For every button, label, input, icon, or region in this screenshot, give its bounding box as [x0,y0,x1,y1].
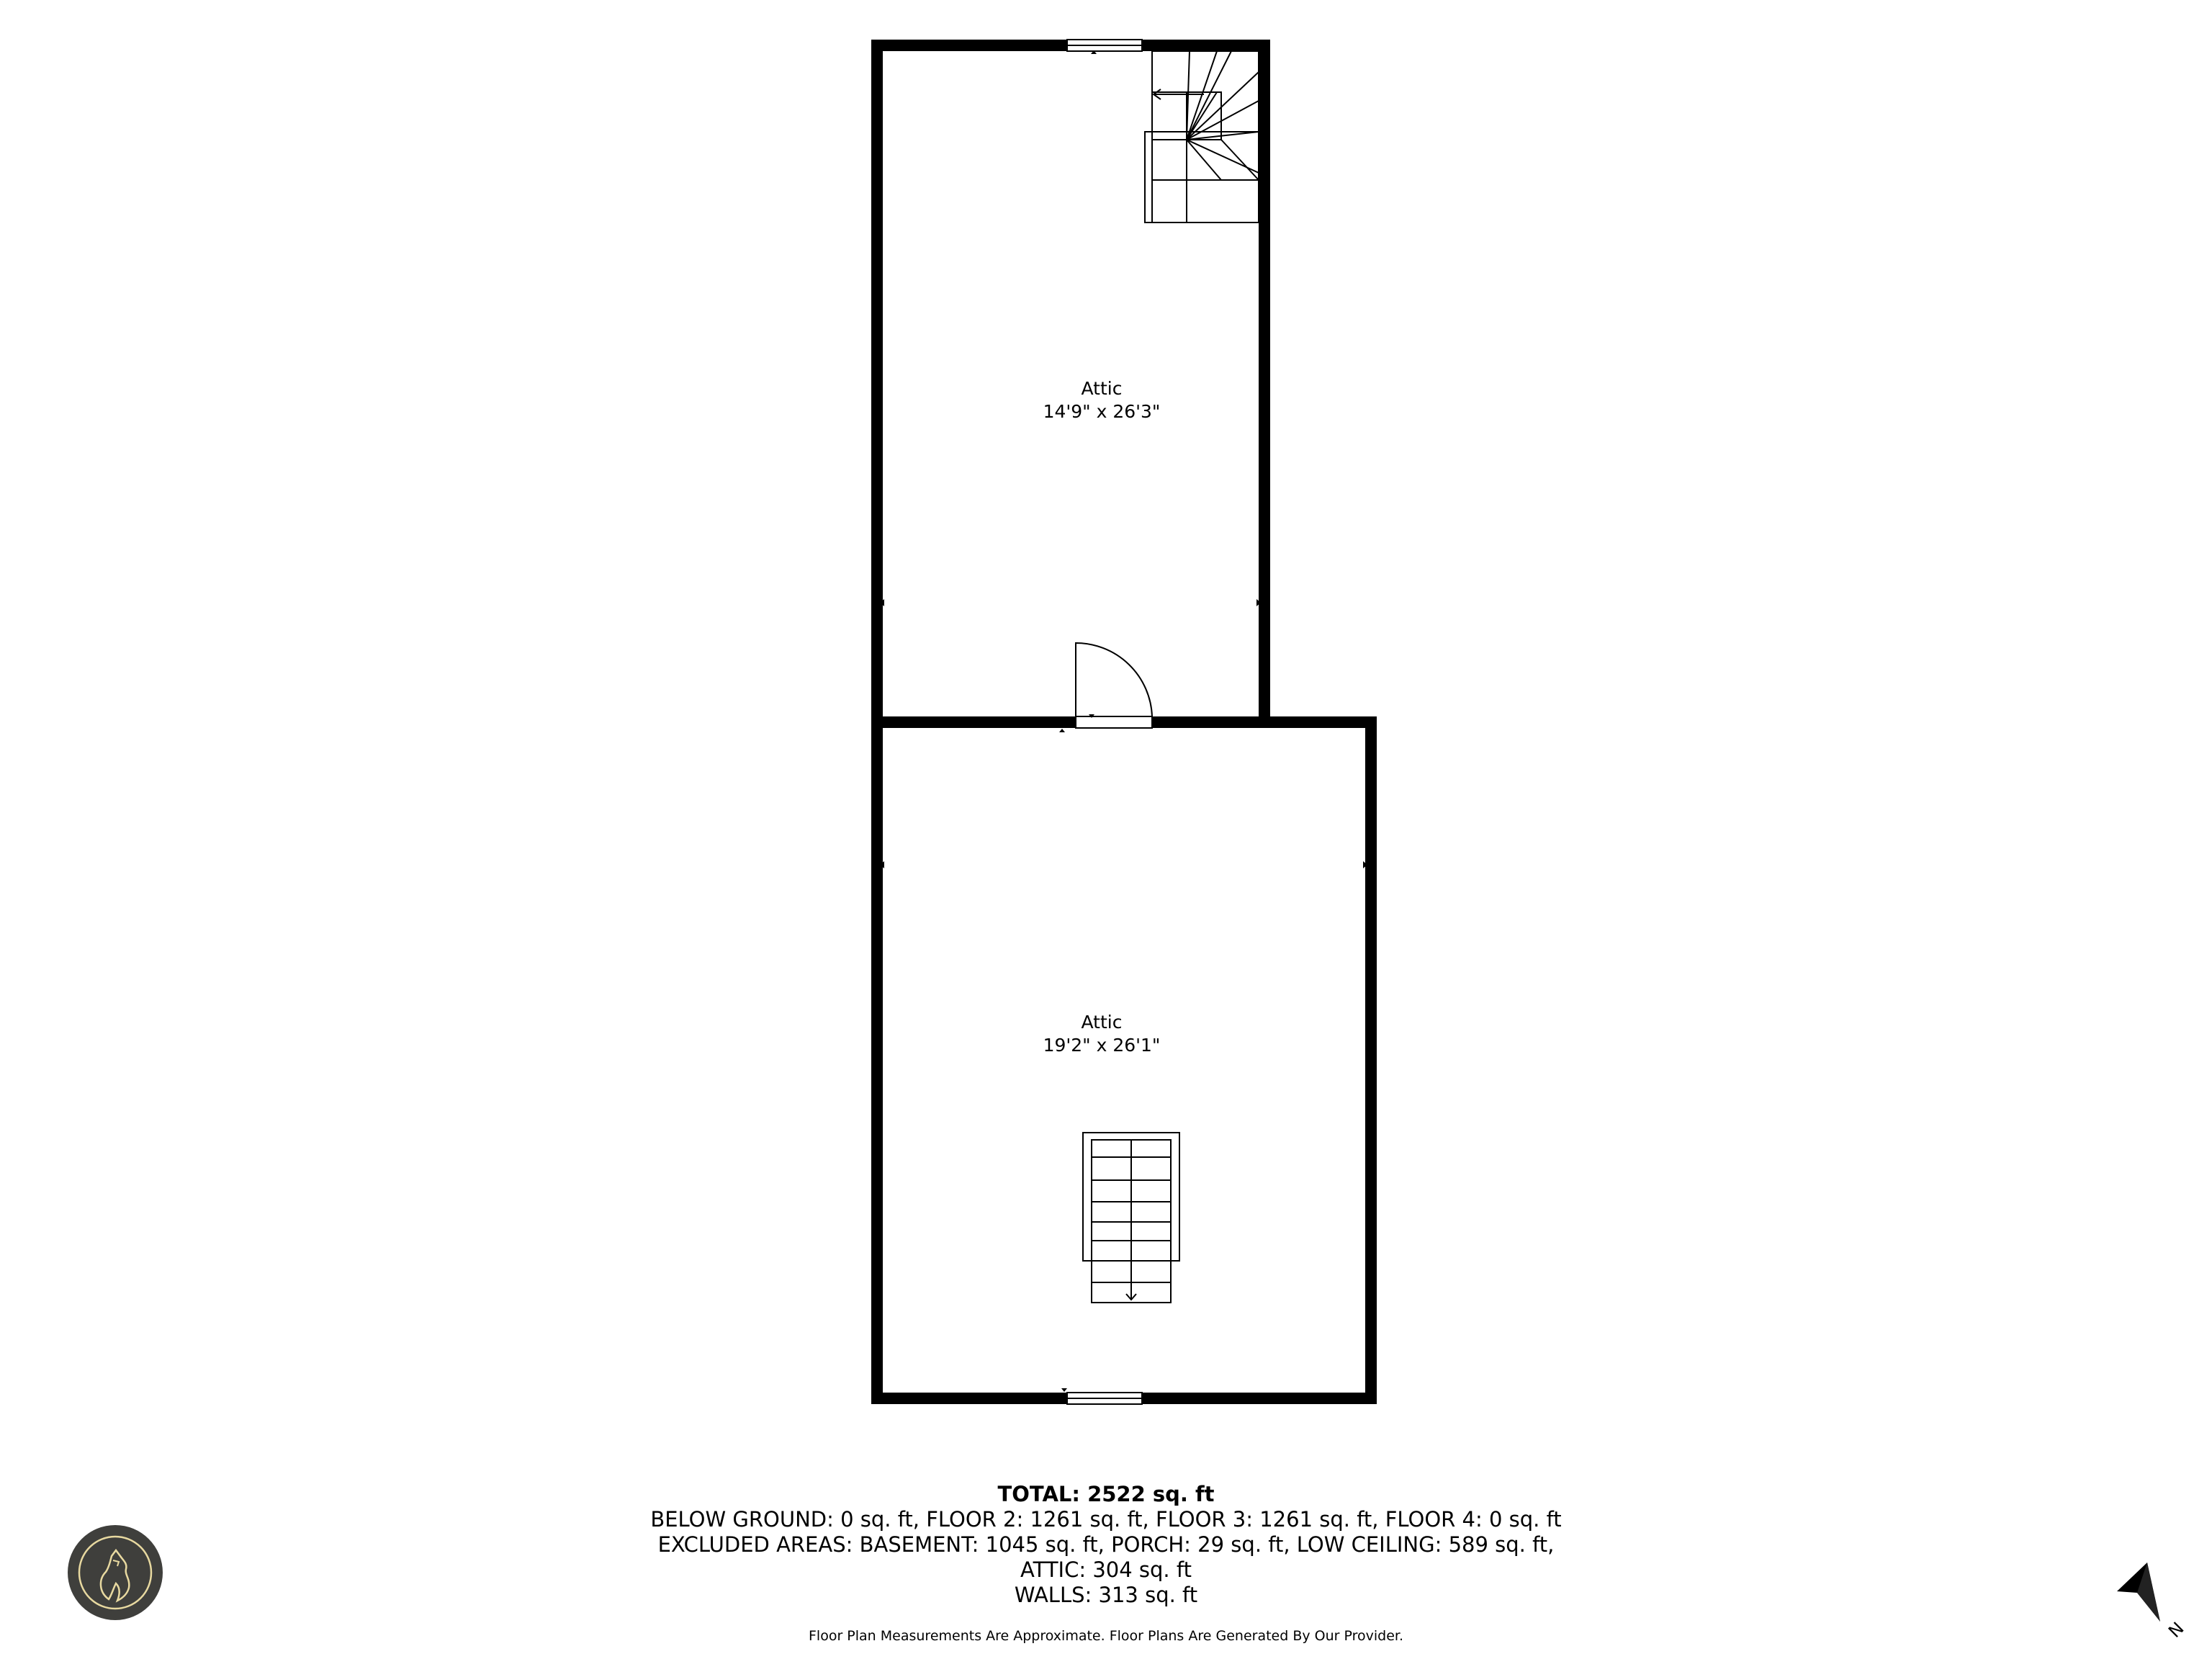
total-area: TOTAL: 2522 sq. ft [997,1482,1215,1506]
stairs-lower [1083,1133,1179,1303]
area-summary [0,1482,2212,1608]
summary-line-excluded: EXCLUDED AREAS: BASEMENT: 1045 sq. ft, PORCH: 29 sq. ft, LOW CEILING: 589 sq. ft, [657,1532,1555,1557]
summary-line-attic: ATTIC: 304 sq. ft [1020,1557,1192,1582]
summary-line-floors: BELOW GROUND: 0 sq. ft, FLOOR 2: 1261 sq. ft, FLOOR 3: 1261 sq. ft, FLOOR 4: 0 sq. ft [650,1507,1562,1532]
disclaimer: Floor Plan Measurements Are Approximate. Floor Plans Are Generated By Our Provider. [808,1628,1404,1644]
window-bottom [1061,1388,1142,1404]
room-dimensions: 14'9" x 26'3" [1043,401,1161,422]
lower-attic-walls [871,716,1377,1404]
window-top [1067,40,1142,54]
stairs-upper [1145,51,1259,222]
compass-label: N [2164,1618,2188,1642]
room-dimensions: 19'2" x 26'1" [1043,1035,1161,1056]
room-label-upper-attic [994,377,1210,423]
north-arrow-icon [2103,1555,2188,1642]
room-label-lower-attic [994,1011,1210,1057]
summary-line-walls: WALLS: 313 sq. ft [1014,1583,1198,1607]
room-name: Attic [1081,1012,1123,1033]
wall-markers [880,599,1367,868]
wolf-logo-icon [67,1524,163,1621]
room-name: Attic [1081,378,1123,399]
